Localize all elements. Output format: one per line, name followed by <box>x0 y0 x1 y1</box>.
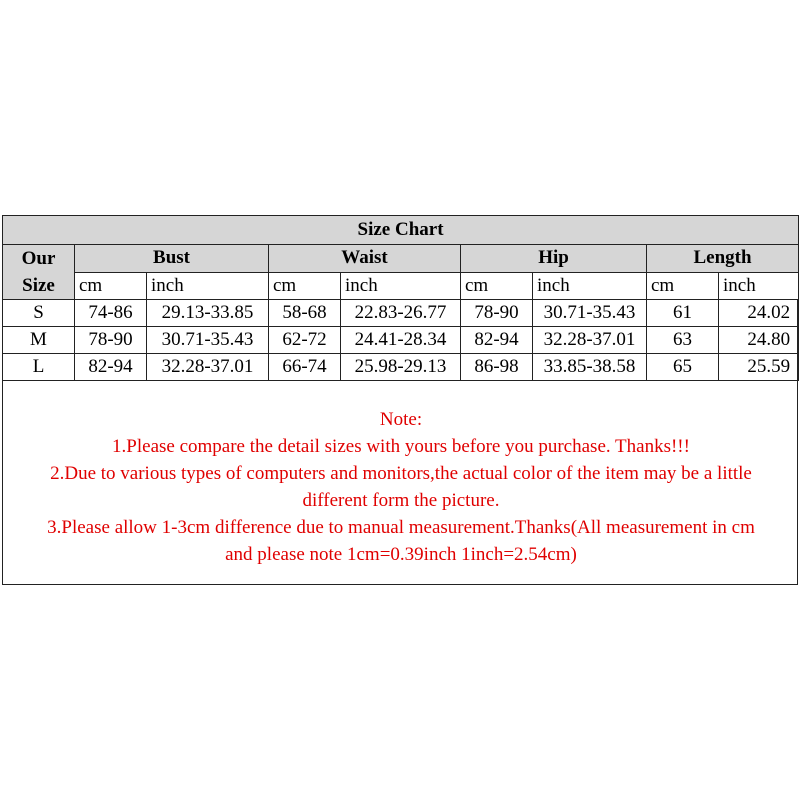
waist-cm-cell: 58-68 <box>269 300 341 327</box>
length-inch-cell: 24.80 <box>719 327 799 354</box>
note-line-1: 1.Please compare the detail sizes with yours before you purchase. Thanks!!! <box>112 436 690 457</box>
bust-inch-cell: 29.13-33.85 <box>147 300 269 327</box>
length-cm-cell: 61 <box>647 300 719 327</box>
size-chart <box>2 215 798 585</box>
note-line-3a: 3.Please allow 1-3cm difference due to manual measurement.Thanks(All measurement in cm <box>47 517 755 538</box>
size-table <box>2 215 799 381</box>
unit-cell: inch <box>719 272 799 300</box>
note-line-2b: different form the picture. <box>302 490 500 511</box>
bust-inch-cell: 30.71-35.43 <box>147 327 269 354</box>
our-size-header <box>3 245 75 300</box>
table-row <box>3 354 799 381</box>
unit-cell: inch <box>533 272 647 300</box>
hip-header: Hip <box>461 245 647 273</box>
length-inch-cell: 25.59 <box>719 354 799 381</box>
bust-header: Bust <box>75 245 269 273</box>
size-cell: M <box>3 327 75 354</box>
waist-cm-cell: 66-74 <box>269 354 341 381</box>
bust-inch-cell: 32.28-37.01 <box>147 354 269 381</box>
hip-cm-cell: 78-90 <box>461 300 533 327</box>
size-cell: L <box>3 354 75 381</box>
note-heading: Note: <box>379 409 423 430</box>
hip-inch-cell: 32.28-37.01 <box>533 327 647 354</box>
hip-inch-cell: 33.85-38.58 <box>533 354 647 381</box>
bust-cm-cell: 82-94 <box>75 354 147 381</box>
unit-cell: cm <box>75 272 147 300</box>
length-inch-cell: 24.02 <box>719 300 799 327</box>
waist-inch-cell: 22.83-26.77 <box>341 300 461 327</box>
table-title: Size Chart <box>3 216 799 245</box>
length-cm-cell: 63 <box>647 327 719 354</box>
waist-inch-cell: 24.41-28.34 <box>341 327 461 354</box>
hip-cm-cell: 82-94 <box>461 327 533 354</box>
hip-inch-cell: 30.71-35.43 <box>533 300 647 327</box>
unit-cell: inch <box>147 272 269 300</box>
waist-cm-cell: 62-72 <box>269 327 341 354</box>
unit-cell: cm <box>461 272 533 300</box>
table-row <box>3 300 799 327</box>
our-size-label-1: Our <box>21 248 56 269</box>
bust-cm-cell: 78-90 <box>75 327 147 354</box>
waist-inch-cell: 25.98-29.13 <box>341 354 461 381</box>
table-row <box>3 327 799 354</box>
unit-cell: inch <box>341 272 461 300</box>
unit-cell: cm <box>269 272 341 300</box>
note-line-2a: 2.Due to various types of computers and monitors,the actual color of the item may be a little <box>50 463 752 484</box>
bust-cm-cell: 74-86 <box>75 300 147 327</box>
waist-header: Waist <box>269 245 461 273</box>
unit-cell: cm <box>647 272 719 300</box>
size-cell: S <box>3 300 75 327</box>
our-size-label-2: Size <box>22 275 55 296</box>
notes-section <box>3 406 799 568</box>
hip-cm-cell: 86-98 <box>461 354 533 381</box>
note-line-3b: and please note 1cm=0.39inch 1inch=2.54cm) <box>225 544 577 565</box>
length-header: Length <box>647 245 799 273</box>
length-cm-cell: 65 <box>647 354 719 381</box>
